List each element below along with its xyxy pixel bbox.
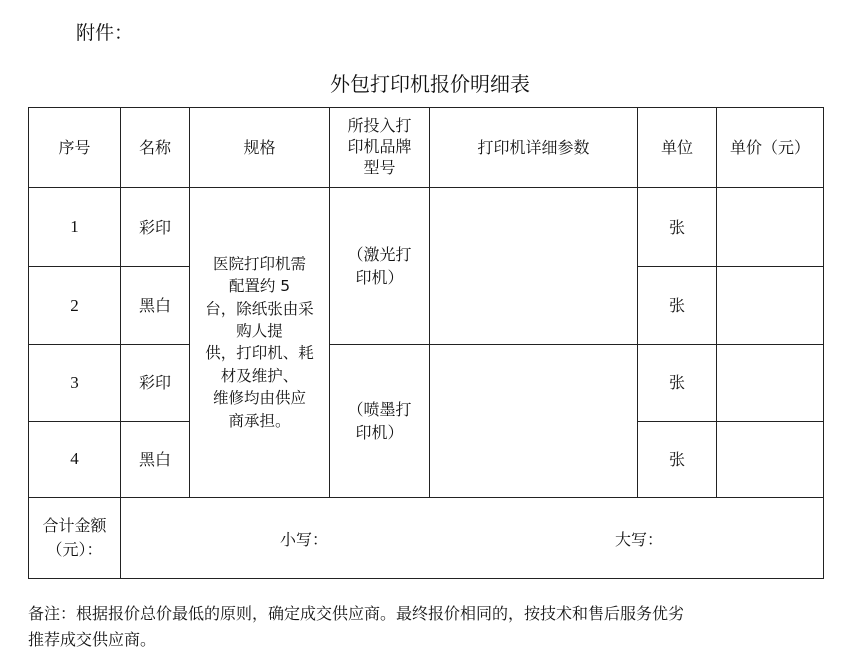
header-spec: 规格 (190, 108, 330, 188)
row-seq: 3 (29, 345, 121, 421)
model-line: 印机） (355, 423, 404, 443)
model-line: （喷墨打 (347, 399, 412, 419)
row-name: 彩印 (121, 345, 190, 421)
spec-line: 商承担。 (228, 411, 291, 430)
model-cell-inkjet (330, 345, 430, 497)
header-model-line: 印机品牌 (347, 137, 412, 157)
spec-line: 供，打印机、耗 (205, 344, 314, 363)
spec-line: 配置约 5 (228, 277, 291, 296)
row-seq: 4 (29, 421, 121, 497)
model-line: （激光打 (347, 245, 412, 265)
total-label-line: 合计金额 (42, 515, 107, 535)
header-unit: 单位 (638, 108, 717, 188)
spec-line: 维修均由供应 (212, 389, 306, 408)
spec-cell (190, 188, 330, 498)
header-model-line: 型号 (363, 157, 396, 177)
remark-line: 推荐成交供应商。 (28, 630, 157, 649)
model-cell-laser (330, 188, 430, 345)
header-model (330, 108, 430, 188)
row-name: 彩印 (121, 188, 190, 267)
spec-line: 材及维护、 (220, 366, 299, 385)
header-seq: 序号 (29, 108, 121, 188)
remark-line: 备注：根据报价总价最低的原则，确定成交供应商。最终报价相同的，按技术和售后服务优劣 (28, 604, 685, 623)
row-unit: 张 (638, 267, 717, 345)
total-amount-cell (121, 497, 824, 578)
table-row (29, 188, 824, 267)
spec-line: 台，除纸张由采 (205, 299, 314, 318)
row-price (717, 188, 824, 267)
row-name: 黑白 (121, 421, 190, 497)
header-price: 单价（元） (717, 108, 824, 188)
header-name: 名称 (121, 108, 190, 188)
model-line: 印机） (355, 268, 404, 288)
lowercase-amount-label: 小写： (280, 529, 329, 549)
row-unit: 张 (638, 188, 717, 267)
header-params: 打印机详细参数 (430, 108, 638, 188)
attachment-label: 附件： (76, 22, 134, 44)
remark-note (28, 601, 828, 653)
total-label-cell (29, 497, 121, 578)
row-price (717, 345, 824, 421)
quote-table (28, 107, 824, 579)
table-row (29, 345, 824, 421)
table-header-row (29, 108, 824, 188)
row-seq: 1 (29, 188, 121, 267)
spec-line: 医院打印机需 (212, 254, 306, 273)
row-price (717, 421, 824, 497)
spec-line: 购人提 (236, 322, 283, 340)
row-name: 黑白 (121, 267, 190, 345)
params-cell (430, 345, 638, 497)
document-title: 外包打印机报价明细表 (330, 72, 530, 96)
uppercase-amount-label: 大写： (615, 529, 664, 549)
row-price (717, 267, 824, 345)
total-label-line: （元）： (46, 539, 103, 559)
total-row (29, 497, 824, 578)
header-model-line: 所投入打 (347, 116, 412, 136)
row-seq: 2 (29, 267, 121, 345)
row-unit: 张 (638, 421, 717, 497)
row-unit: 张 (638, 345, 717, 421)
params-cell (430, 188, 638, 345)
